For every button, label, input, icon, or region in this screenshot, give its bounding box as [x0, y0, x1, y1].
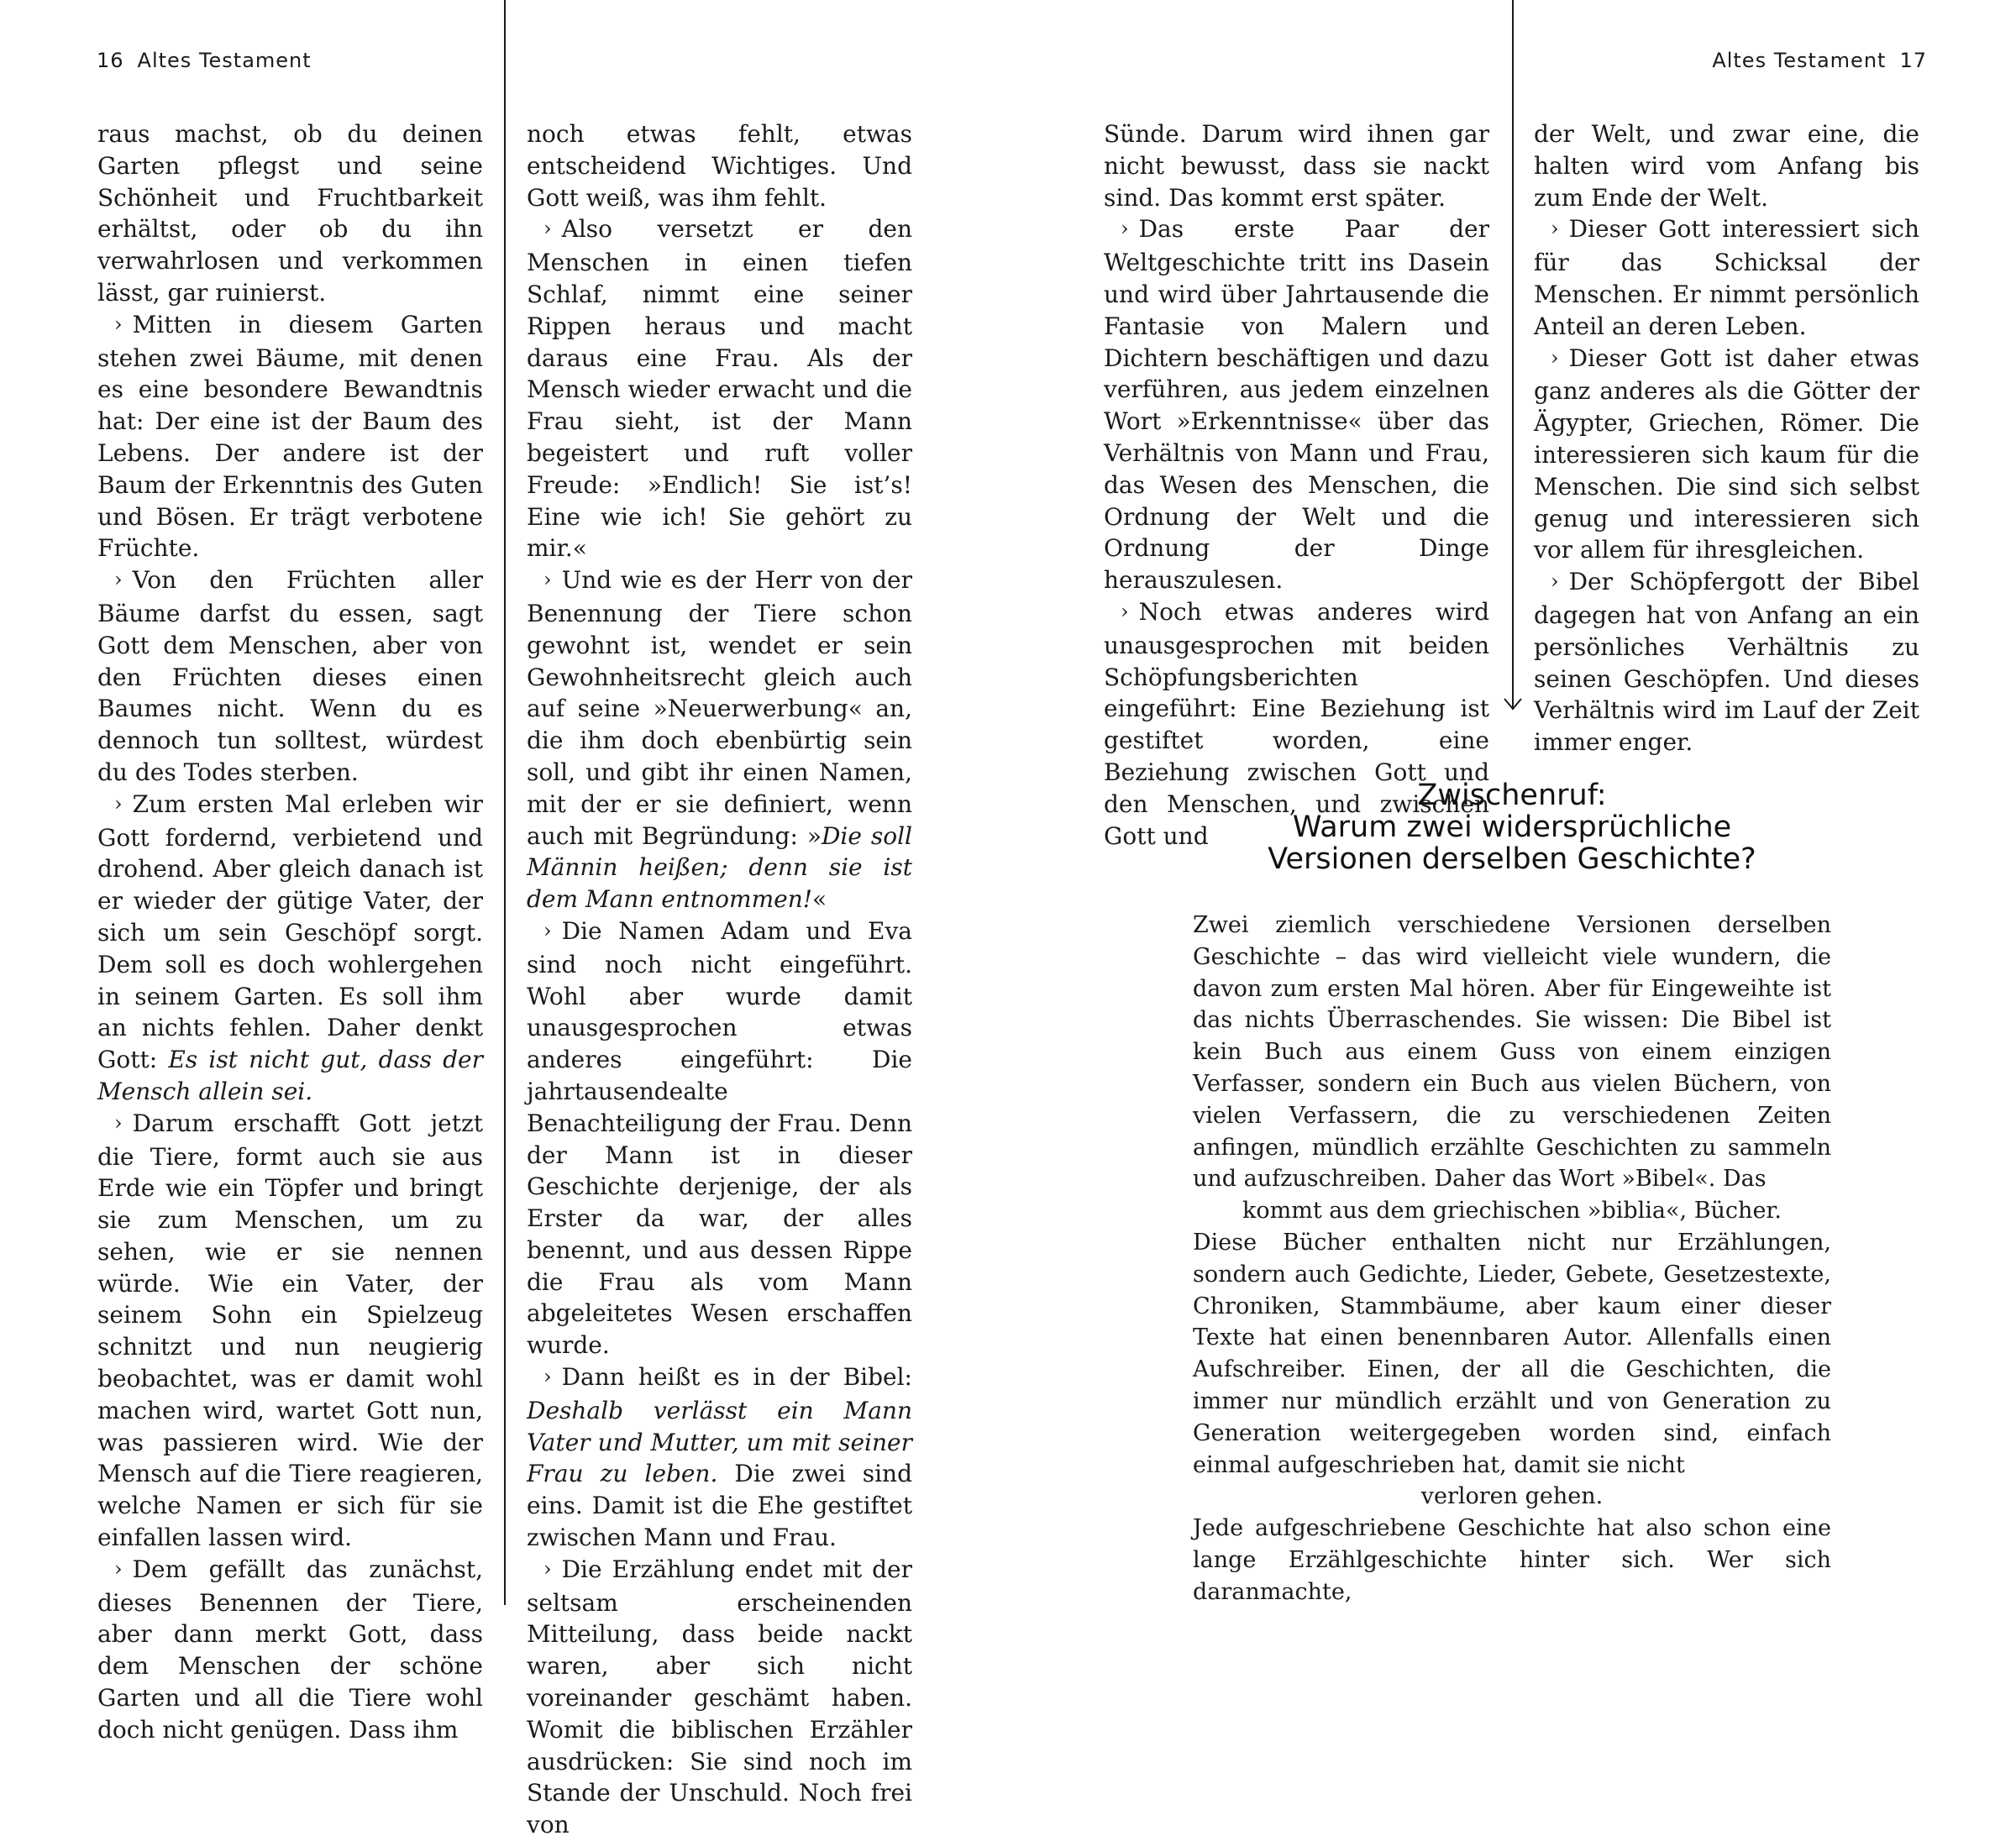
paragraph-last-line: verloren gehen. — [1420, 1483, 1604, 1510]
paragraph: › Von den Früchten aller Bäume darfst du essen, sagt Gott dem Menschen, aber von den Früchten dieses einen Baumes nicht. Wenn du es dennoch tun solltest, würdest du des Todes sterben. — [97, 566, 483, 786]
text-column-3 — [1104, 118, 1489, 852]
text-column-2 — [527, 118, 912, 1841]
paragraph-marker: › — [543, 217, 552, 241]
paragraph: Zwei ziemlich verschiedene Versionen derselben Geschichte – das wird vielleicht viele wundern, die davon zum ersten Mal hören. Aber für Eingeweihte ist das nichts Überraschendes. Sie wissen: Die Bibel ist kein Buch aus einem Guss von einem einzigen Verfasser, sondern ein Buch aus vielen Büchern, von vielen Verfassern, die zu verschiedenen Zeiten anfingen, mündlich erzählte Geschichten zu sammeln und aufzuschreiben. Daher das Wort »Bibel«. Das — [1193, 912, 1831, 1193]
paragraph: Diese Bücher enthalten nicht nur Erzählungen, sondern auch Gedichte, Lieder, Gebete, Gesetzestexte, Chroniken, Stammbäume, aber kaum einer dieser Texte hat einen benennbaren Autor. Allenfalls einen Aufschreiber. Einen, der all die Geschichten, die immer nur mündlich erzählt und von Generation zu Generation weitergegeben worden sind, einfach einmal aufgeschrieben hat, damit sie nicht — [1193, 1229, 1831, 1478]
paragraph: raus machst, ob du deinen Garten pflegst und seine Schönheit und Fruchtbarkeit erhältst, oder ob du ihn verwahrlosen und verkommen lässt, gar ruinierst. — [97, 120, 483, 307]
column-rule-right-page — [1512, 0, 1514, 710]
paragraph-marker: › — [1551, 569, 1559, 594]
paragraph: Sünde. Darum wird ihnen gar nicht bewusst, dass sie nackt sind. Das kommt erst später. — [1104, 120, 1489, 212]
page-number-right: 17 — [1899, 49, 1927, 72]
text-column-1 — [97, 118, 483, 1746]
paragraph: noch etwas fehlt, etwas entscheidend Wichtiges. Und Gott weiß, was ihm fehlt. — [527, 120, 912, 212]
column-rule-left-page — [504, 0, 506, 1605]
paragraph-marker: › — [114, 1110, 123, 1135]
paragraph: › Dann heißt es in der Bibel: Deshalb verlässt ein Mann Vater und Mutter, um mit seiner Frau zu leben. Die zwei sind eins. Damit ist die Ehe gestiftet zwischen Mann und Frau. — [527, 1363, 913, 1552]
arrow-down-icon — [1503, 692, 1523, 712]
paragraph: › Das erste Paar der Weltgeschichte tritt ins Dasein und wird über Jahrtausende die Fantasie von Malern und Dichtern beschäftigen und dazu verführen, aus jedem einzelnen Wort »Erkenntnisse« über das Verhältnis von Mann und Frau, das Wesen des Menschen, die Ordnung der Welt und die Ordnung der Dinge herauszulesen. — [1104, 215, 1489, 595]
text-column-4 — [1534, 118, 1919, 758]
paragraph: › Noch etwas anderes wird unausgesprochen mit beiden Schöpfungsberichten eingeführt: Eine Beziehung ist gestiftet worden, eine Beziehung zwischen Gott und den Menschen, und zwischen Gott und — [1104, 597, 1489, 850]
paragraph-marker: › — [114, 791, 123, 816]
paragraph-marker: › — [1551, 345, 1559, 370]
paragraph-marker: › — [543, 918, 552, 942]
paragraph: › Die Namen Adam und Eva sind noch nicht eingeführt. Wohl aber wurde damit unausgesprochen etwas anderes eingeführt: Die jahrtausendealte Benachteiligung der Frau. Denn der Mann ist in dieser Geschichte derjenige, der als Erster da war, der alles benennt, und aus dessen Rippe die Frau als vom Mann abgeleitetes Wesen erschaffen wurde. — [527, 916, 912, 1360]
running-title-right: Altes Testament — [1712, 49, 1887, 72]
paragraph-last-line: kommt aus dem griechischen »biblia«, Bücher. — [1242, 1198, 1782, 1225]
paragraph: › Dieser Gott interessiert sich für das Schicksal der Menschen. Er nimmt persönlich Anteil an deren Leben. — [1534, 215, 1919, 340]
bible-quote: Die soll Männin heißen; denn sie ist dem Mann entnommen! — [527, 821, 912, 914]
paragraph: › Darum erschafft Gott jetzt die Tiere, formt auch sie aus Erde wie ein Töpfer und bringt sie zum Menschen, um zu sehen, wie er sie nennen würde. Wie ein Vater, der seinem Sohn ein Spielzeug schnitzt und nun neugierig beobachtet, was er damit wohl machen wird, wartet Gott nun, was passieren wird. Wie der Mensch auf die Tiere reagieren, welche Namen er sich für sie einfallen lassen wird. — [97, 1109, 483, 1552]
heading-line: Zwischenruf: — [1417, 779, 1607, 812]
paragraph-marker: › — [114, 1556, 123, 1581]
paragraph: › Der Schöpfergott der Bibel dagegen hat von Anfang an ein persönliches Verhältnis zu seinen Geschöpfen. Und dieses Verhältnis wird im Lauf der Zeit immer enger. — [1534, 568, 1919, 757]
heading-line: Warum zwei widersprüchliche — [1292, 810, 1732, 844]
section-heading — [1126, 779, 1898, 875]
heading-line: Versionen derselben Geschichte? — [1268, 842, 1756, 876]
paragraph: › Mitten in diesem Garten stehen zwei Bäume, mit denen es eine besondere Bewandtnis hat: Der eine ist der Baum des Lebens. Der andere ist der Baum der Erkenntnis des Guten und Bösen. Er trägt verbotene Früchte. — [97, 310, 483, 563]
bible-quote: Es ist nicht gut, dass der Mensch allein sei. — [97, 1046, 484, 1105]
running-header-right — [1712, 49, 1927, 72]
paragraph-marker: › — [114, 312, 123, 336]
paragraph: › Zum ersten Mal erleben wir Gott fordernd, verbietend und drohend. Aber gleich danach ist er wieder der gütige Vater, der sich um sein Geschöpf sorgt. Dem soll es doch wohlergehen in seinem Garten. Es soll ihm an nichts fehlen. Daher denkt Gott: Es ist nicht gut, dass der Mensch allein sei. — [97, 789, 484, 1105]
paragraph-marker: › — [1121, 217, 1129, 241]
running-title-left: Altes Testament — [137, 49, 312, 72]
paragraph: › Dem gefällt das zunächst, dieses Benennen der Tiere, aber dann merkt Gott, dass dem Menschen der schöne Garten und all die Tiere wohl doch nicht genügen. Dass ihm — [97, 1555, 483, 1744]
paragraph-marker: › — [543, 1556, 552, 1581]
running-header-left — [97, 49, 312, 72]
paragraph: › Und wie es der Herr von der Benennung der Tiere schon gewohnt ist, wendet er sein Gewohnheitsrecht gleich auch auf seine »Neuerwerbung« an, die ihm doch ebenbürtig sein soll, und gibt ihr einen Namen, mit der er sie definiert, wenn auch mit Begründung: »Die soll Männin heißen; denn sie ist dem Mann entnommen!« — [527, 566, 912, 914]
paragraph-marker: › — [543, 1365, 552, 1389]
paragraph: › Dieser Gott ist daher etwas ganz anderes als die Götter der Ägypter, Griechen, Römer. Die interessieren sich kaum für die Menschen. Die sind sich selbst genug und interessieren sich vor allem für ihresgleichen. — [1534, 344, 1919, 564]
paragraph-marker: › — [543, 568, 552, 592]
paragraph-marker: › — [1121, 599, 1129, 623]
paragraph-marker: › — [1551, 217, 1559, 241]
bible-quote: Deshalb verlässt ein Mann Vater und Mutter, um mit seiner Frau zu leben. — [527, 1396, 912, 1488]
paragraph: › Also versetzt er den Menschen in einen tiefen Schlaf, nimmt eine seiner Rippen heraus und macht daraus eine Frau. Als der Mensch wieder erwacht und die Frau sieht, ist der Mann begeistert und ruft voller Freude: »Endlich! Sie ist’s! Eine wie ich! Sie gehört zu mir.« — [527, 215, 912, 563]
zwischenruf-body — [1193, 910, 1831, 1608]
page-number-left: 16 — [97, 49, 124, 72]
paragraph: Jede aufgeschriebene Geschichte hat also schon eine lange Erzählgeschichte hinter sich. Wer sich daranmachte, — [1193, 1515, 1831, 1605]
paragraph-marker: › — [114, 568, 123, 592]
paragraph: › Die Erzählung endet mit der seltsam erscheinenden Mitteilung, dass beide nackt waren, aber sich nicht voreinander geschämt haben. Womit die biblischen Erzähler ausdrücken: Sie sind noch im Stande der Unschuld. Noch frei von — [527, 1555, 912, 1839]
paragraph: der Welt, und zwar eine, die halten wird vom Anfang bis zum Ende der Welt. — [1534, 120, 1919, 212]
